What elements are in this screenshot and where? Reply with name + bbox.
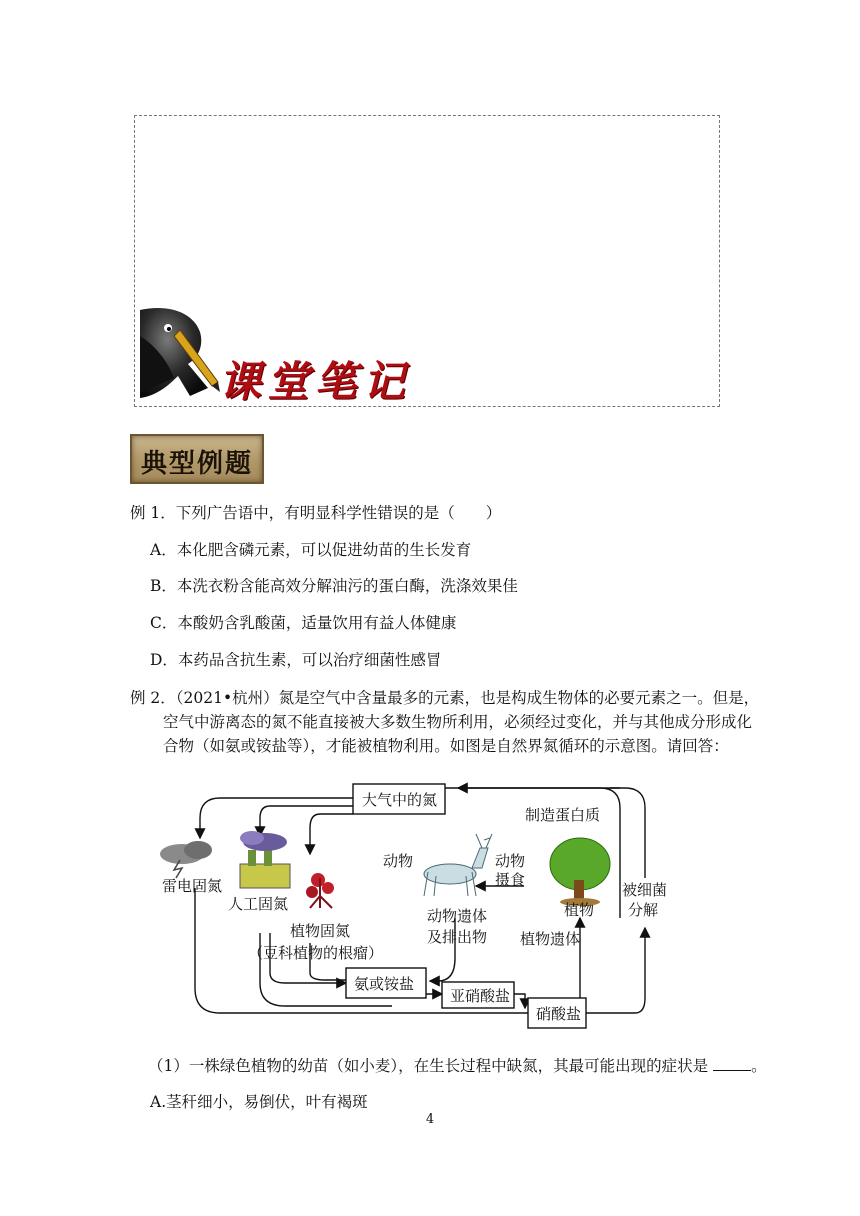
q2-line-3: 合物（如氨或铵盐等），才能被植物利用。如图是自然界氮循环的示意图。请回答： [163, 737, 729, 755]
q2-sub1 [148, 1054, 767, 1078]
classroom-notes-box [134, 115, 720, 407]
legume-nodule-label: （豆科植物的根瘤） [248, 944, 384, 962]
bacteria-label-1: 被细菌 [622, 881, 668, 899]
legume-root-nodule-icon [306, 873, 334, 908]
factory-icon [240, 831, 290, 888]
q1-option-a: A．本化肥含磷元素，可以促进幼苗的生长发育 [150, 541, 472, 559]
deer-icon [424, 834, 492, 896]
q2-sub1-text: （1）一株绿色植物的幼苗（如小麦），在生长过程中缺氮，其最可能出现的症状是 [148, 1057, 709, 1075]
q2-sub1-end: 。 [751, 1057, 767, 1075]
q2-line-1: 例 2．（2021•杭州）氮是空气中含量最多的元素，也是构成生物体的必要元素之一。但是， [130, 689, 760, 707]
notes-title: 课堂笔记 [219, 357, 412, 406]
banner-label: 典型例题 [140, 449, 253, 479]
bacteria-label-2: 分解 [628, 901, 659, 919]
animal-label: 动物 [383, 852, 414, 870]
lightning-cloud-icon [160, 841, 212, 878]
make-protein-label: 制造蛋白质 [525, 806, 601, 824]
q1-option-b: B．本洗衣粉含能高效分解油污的蛋白酶，洗涤效果佳 [150, 577, 518, 595]
typical-examples-banner [130, 434, 264, 484]
q2-line-2: 空气中游离态的氮不能直接被大多数生物所利用，必须经过变化，并与其他成分形成化 [163, 713, 753, 731]
nitrogen-cycle-diagram [140, 768, 668, 1038]
answer-blank[interactable] [713, 1056, 751, 1071]
tree-icon [550, 838, 610, 906]
q1-stem: 例 1．下列广告语中，有明显科学性错误的是（ ） [130, 504, 502, 522]
q2-sub1-option-a: A.茎秆细小，易倒伏，叶有褐斑 [150, 1093, 368, 1111]
plant-label: 植物 [564, 901, 595, 919]
animal-remains-label-1: 动物遗体 [427, 907, 488, 925]
q1-option-d: D．本药品含抗生素，可以治疗细菌性感冒 [150, 651, 442, 669]
animal-remains-label-2: 及排出物 [427, 928, 488, 946]
atmosphere-nitrogen-label: 大气中的氮 [362, 791, 438, 809]
q1-option-c: C．本酸奶含乳酸菌，适量饮用有益人体健康 [150, 614, 457, 632]
nitrate-label: 硝酸盐 [536, 1005, 582, 1023]
plant-remains-label: 植物遗体 [520, 930, 581, 948]
lightning-fixation-label: 雷电固氮 [162, 877, 223, 895]
animal-eat-label-1: 动物 [495, 852, 526, 870]
nitrite-label: 亚硝酸盐 [450, 987, 511, 1005]
plant-fixation-label: 植物固氮 [290, 922, 351, 940]
animal-eat-label-2: 摄食 [495, 871, 526, 889]
page-number: 4 [425, 1112, 435, 1127]
artificial-fixation-label: 人工固氮 [228, 895, 289, 913]
ammonia-label: 氨或铵盐 [354, 975, 415, 993]
